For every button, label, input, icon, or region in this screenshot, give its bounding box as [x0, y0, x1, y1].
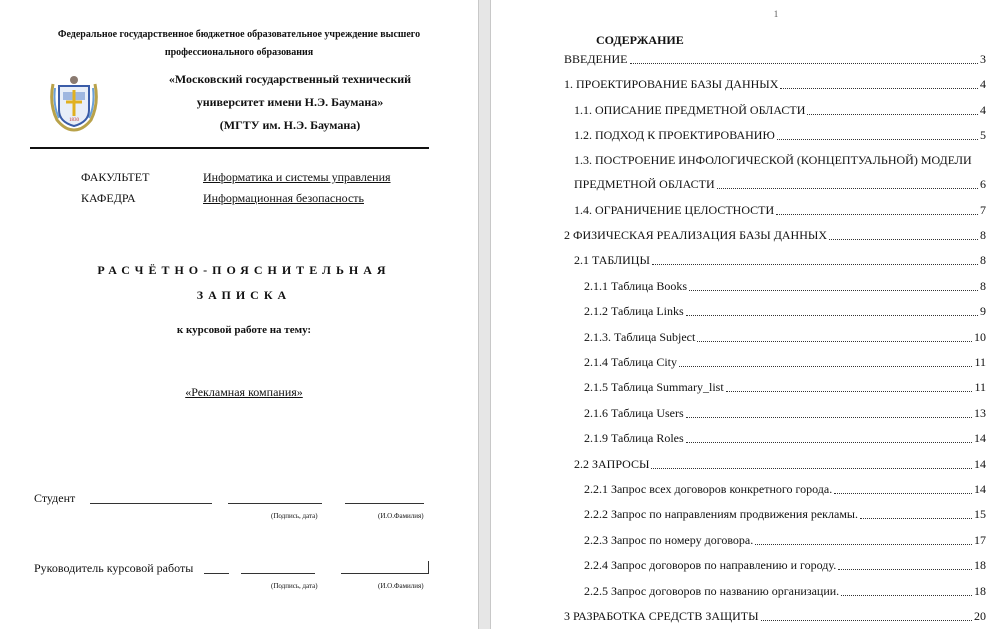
toc-entry-title: 1.2. ПОДХОД К ПРОЕКТИРОВАНИЮ: [574, 128, 775, 143]
toc-entry[interactable]: [584, 506, 986, 522]
toc-entry-page: 9: [980, 304, 986, 319]
toc-entry[interactable]: [574, 176, 986, 192]
toc-entry-page: 20: [974, 609, 986, 623]
toc-entry[interactable]: [584, 557, 986, 573]
university-name-line2: университет имени Н.Э. Баумана»: [196, 95, 384, 109]
toc-entry-page: 6: [980, 176, 986, 191]
toc-entry[interactable]: [574, 252, 986, 268]
toc-entry-page: 7: [980, 202, 986, 217]
supervisor-signature-caption: (Подпись, дата): [271, 582, 318, 590]
toc-entry-title: 2.2 ЗАПРОСЫ: [574, 456, 650, 471]
toc-entry-title: 2.2.5 Запрос договоров по названию организации.: [584, 583, 840, 598]
toc-leader-dots: [651, 468, 972, 469]
document-title-line1: РАСЧЁТНО-ПОЯСНИТЕЛЬНАЯ: [97, 263, 391, 277]
student-name-line: [345, 503, 424, 504]
toc-entry-title: 2.2.2 Запрос по направлениям продвижения рекламы.: [584, 507, 858, 522]
toc-entry[interactable]: [584, 583, 986, 599]
toc-entry-page: 3: [980, 52, 986, 66]
toc-entry[interactable]: [584, 303, 986, 319]
toc-entry[interactable]: [584, 430, 986, 446]
page-number: 1: [773, 9, 779, 19]
toc-entry-page: 17: [974, 532, 986, 547]
toc-leader-dots: [686, 315, 978, 316]
university-short-name: (МГТУ им. Н.Э. Баумана): [219, 118, 361, 132]
supervisor-signature-line: [241, 573, 315, 574]
student-signature-line: [228, 503, 322, 504]
toc-leader-dots: [726, 391, 973, 392]
toc-entry-page: 18: [974, 558, 986, 573]
toc-entry-page: 13: [974, 405, 986, 420]
toc-leader-dots: [807, 114, 978, 115]
toc-entry-title: 2.2.3 Запрос по номеру договора.: [584, 532, 754, 547]
toc-leader-dots: [834, 493, 972, 494]
student-blank-line: [90, 503, 212, 504]
toc-entry[interactable]: [564, 51, 986, 67]
toc-entry-page: 11: [974, 355, 986, 369]
toc-leader-dots: [717, 188, 978, 189]
toc-entry-page: 5: [980, 128, 986, 143]
toc-entry-title: 2.1.9 Таблица Roles: [584, 431, 684, 446]
toc-entry-page: 15: [974, 507, 986, 522]
toc-entry[interactable]: [564, 227, 986, 243]
toc-leader-dots: [630, 63, 978, 64]
toc-entry[interactable]: [574, 102, 986, 118]
toc-entry-page: 4: [980, 77, 986, 92]
toc-entry-title: 2.1.6 Таблица Users: [584, 405, 684, 420]
header-divider: [30, 147, 429, 149]
student-name-caption: (И.О.Фамилия): [378, 512, 424, 520]
toc-leader-dots: [755, 544, 972, 545]
toc-leader-dots: [776, 214, 978, 215]
toc-leader-dots: [686, 417, 972, 418]
toc-entry[interactable]: [584, 532, 986, 548]
department-value: Информационная безопасность: [203, 191, 364, 205]
university-emblem-logo: [47, 74, 101, 132]
toc-heading: СОДЕРЖАНИЕ: [596, 33, 684, 47]
toc-entry-title: 2.2.4 Запрос договоров по направлению и городу.: [584, 558, 837, 573]
toc-entry-title: 1.4. ОГРАНИЧЕНИЕ ЦЕЛОСТНОСТИ: [574, 202, 775, 217]
toc-entry-page: 8: [980, 278, 986, 293]
toc-entry-page: 8: [980, 253, 986, 268]
toc-entry[interactable]: [584, 354, 986, 370]
toc-leader-dots: [841, 595, 972, 596]
toc-entry-page: 14: [974, 482, 986, 496]
document-subtitle: к курсовой работе на тему:: [176, 324, 312, 336]
toc-entry[interactable]: [584, 278, 986, 294]
toc-entry-title: ПРЕДМЕТНОЙ ОБЛАСТИ: [574, 176, 715, 191]
university-name-line1: «Московский государственный технический: [168, 72, 412, 86]
toc-entry-page: 8: [980, 228, 986, 242]
supervisor-label: Руководитель курсовой работы: [34, 561, 194, 575]
toc-entry-title: 2.1 ТАБЛИЦЫ: [574, 253, 650, 268]
toc-leader-dots: [686, 442, 972, 443]
toc-leader-dots: [780, 88, 978, 89]
toc-entry-title: 2.1.2 Таблица Links: [584, 304, 684, 319]
faculty-value: Информатика и системы управления: [203, 170, 391, 184]
text-cursor: [428, 561, 429, 573]
toc-entry-page: 14: [974, 431, 986, 446]
toc-leader-dots: [860, 518, 972, 519]
toc-entry[interactable]: [584, 379, 986, 395]
student-label: Студент: [34, 491, 76, 505]
toc-entry-page: 10: [974, 329, 986, 344]
toc-leader-dots: [761, 620, 972, 621]
toc-entry[interactable]: [564, 608, 986, 624]
toc-entry-page: 14: [974, 456, 986, 471]
institution-header: Федеральное государственное бюджетное образовательное учреждение высшего: [57, 29, 421, 40]
toc-entry-title: 1.1. ОПИСАНИЕ ПРЕДМЕТНОЙ ОБЛАСТИ: [574, 102, 806, 117]
toc-entry-page: 11: [974, 380, 986, 395]
toc-leader-dots: [652, 264, 978, 265]
toc-leader-dots: [689, 290, 978, 291]
toc-entry-title: 2.1.1 Таблица Books: [584, 278, 687, 293]
coursework-topic: «Рекламная компания»: [185, 385, 303, 399]
toc-entry-page: 18: [974, 583, 986, 598]
toc-entry-page: 4: [980, 102, 986, 117]
toc-leader-dots: [829, 239, 978, 240]
toc-entry-title: 2.1.4 Таблица City: [584, 355, 677, 369]
supervisor-blank-line: [204, 573, 229, 574]
toc-entry-title: 2.1.5 Таблица Summary_list: [584, 380, 724, 395]
toc-entry-line1[interactable]: 1.3. ПОСТРОЕНИЕ ИНФОЛОГИЧЕСКОЙ (КОНЦЕПТУАЛЬНОЙ) МОДЕЛИ: [574, 152, 972, 167]
toc-entry[interactable]: [584, 329, 986, 345]
toc-leader-dots: [697, 341, 972, 342]
toc-entry-title: 1. ПРОЕКТИРОВАНИЕ БАЗЫ ДАННЫХ: [564, 77, 779, 92]
faculty-label: ФАКУЛЬТЕТ: [81, 170, 150, 184]
document-title-line2: ЗАПИСКА: [196, 288, 292, 302]
title-page: [0, 0, 479, 629]
toc-entry[interactable]: [574, 456, 986, 472]
toc-entry-title: 2.2.1 Запрос всех договоров конкретного города.: [584, 482, 833, 496]
toc-entry[interactable]: [584, 481, 986, 497]
toc-leader-dots: [838, 569, 972, 570]
supervisor-name-caption: (И.О.Фамилия): [378, 582, 424, 590]
table-of-contents-page: [490, 0, 1000, 629]
toc-entry-title: 3 РАЗРАБОТКА СРЕДСТВ ЗАЩИТЫ: [564, 609, 759, 623]
toc-entry-title: 2.1.3. Таблица Subject: [584, 329, 696, 344]
toc-entry-title: 2 ФИЗИЧЕСКАЯ РЕАЛИЗАЦИЯ БАЗЫ ДАННЫХ: [564, 228, 828, 242]
toc-entry[interactable]: [574, 202, 986, 218]
toc-entry-title: ВВЕДЕНИЕ: [564, 52, 628, 66]
toc-entry[interactable]: [574, 127, 986, 143]
toc-leader-dots: [679, 366, 972, 367]
svg-text:1830: 1830: [69, 118, 79, 123]
supervisor-name-line: [341, 573, 429, 574]
toc-leader-dots: [777, 139, 978, 140]
toc-entry[interactable]: [584, 405, 986, 421]
student-signature-caption: (Подпись, дата): [271, 512, 318, 520]
department-label: КАФЕДРА: [81, 191, 136, 205]
toc-entry[interactable]: [564, 76, 986, 92]
institution-header-line2: профессионального образования: [164, 47, 314, 58]
